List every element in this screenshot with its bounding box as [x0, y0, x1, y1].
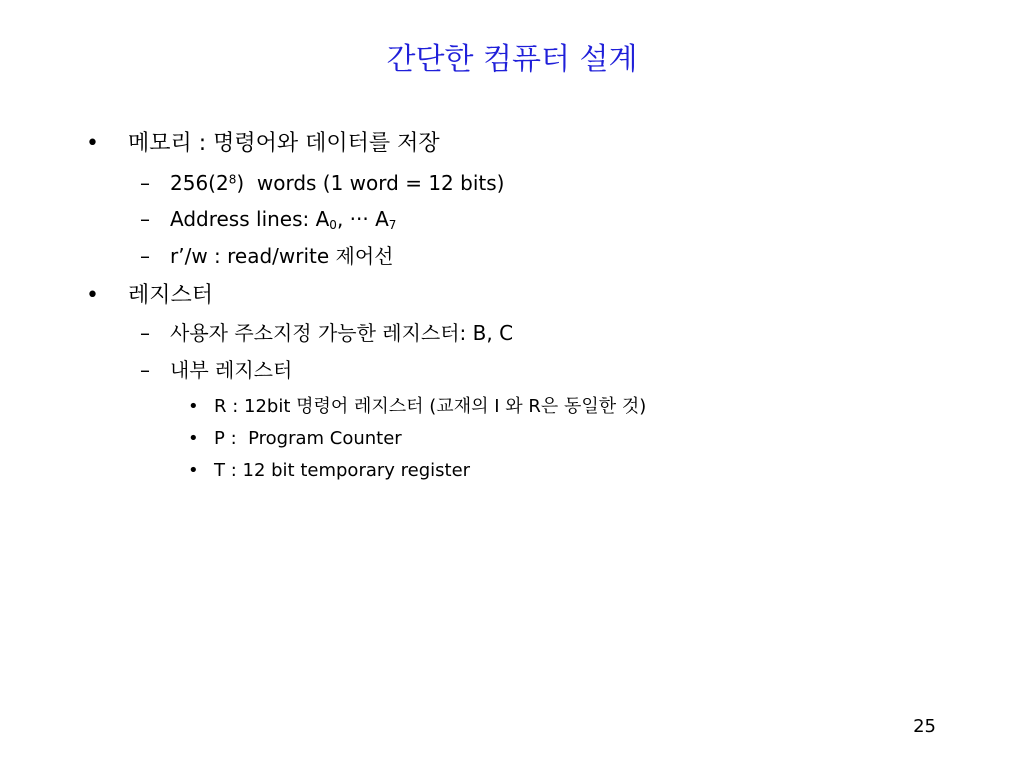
item-temporary-register: T : 12 bit temporary register	[214, 460, 471, 481]
small-bullet-marker: •	[188, 460, 199, 481]
sub-bullet-read-write: r’/w : read/write 제어선	[170, 244, 394, 268]
small-bullet-marker: •	[188, 428, 199, 449]
dash-marker: –	[140, 244, 150, 268]
bullet-memory: 메모리 : 명령어와 데이터를 저장	[128, 131, 440, 156]
page-number: 25	[913, 716, 936, 737]
dash-marker: –	[140, 321, 150, 345]
address-prefix: Address lines: A	[170, 207, 330, 231]
words-exponent: 8	[228, 172, 237, 187]
item-r-register: R : 12bit 명령어 레지스터 (교재의 I 와 R은 동일한 것)	[214, 396, 647, 417]
sub-bullet-user-registers: 사용자 주소지정 가능한 레지스터: B, C	[170, 321, 514, 345]
words-suffix: ) words (1 word = 12 bits)	[236, 171, 505, 195]
dash-marker: –	[140, 358, 150, 382]
sub-bullet-internal-registers: 내부 레지스터	[170, 358, 293, 382]
small-bullet-marker: •	[188, 396, 199, 417]
bullet-marker: •	[86, 131, 99, 156]
dash-marker: –	[140, 207, 150, 231]
address-middle: , ··· A	[336, 207, 389, 231]
dash-marker: –	[140, 171, 150, 195]
bullet-registers: 레지스터	[128, 283, 214, 308]
bullet-marker: •	[86, 283, 99, 308]
sub-bullet-address-lines	[170, 205, 396, 233]
item-program-counter: P : Program Counter	[214, 428, 402, 449]
address-subscript-last: 7	[388, 218, 397, 232]
address-subscript-first: 0	[329, 218, 337, 232]
slide-title: 간단한 컴퓨터 설계	[386, 42, 638, 77]
words-prefix: 256(2	[170, 171, 229, 195]
sub-bullet-words	[170, 169, 504, 197]
